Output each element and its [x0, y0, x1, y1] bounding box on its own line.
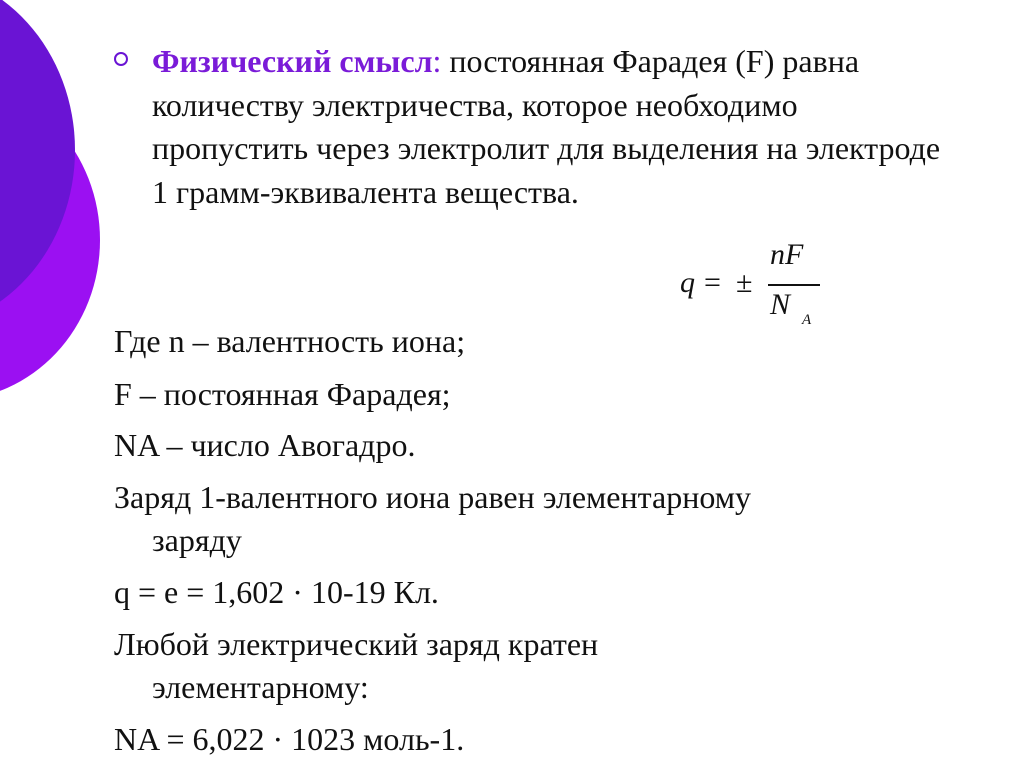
- formula-fraction-bar: [768, 284, 820, 286]
- text-line-faraday: F – постоянная Фарадея;: [114, 376, 451, 412]
- formula-denominator: N: [770, 288, 791, 321]
- formula-lhs: q: [680, 266, 695, 299]
- charge-formula: [680, 236, 840, 336]
- text-line-multiple-cont: элементарному:: [152, 669, 369, 705]
- definition-paragraph: [152, 40, 952, 214]
- bullet-circle-icon: [114, 52, 128, 66]
- text-line-valence: Где n – валентность иона;: [114, 323, 466, 359]
- definition-lead: Физический смысл: [152, 43, 433, 79]
- text-line-avogadro: NA – число Авогадро.: [114, 427, 416, 463]
- text-line-elementary-charge: q = e = 1,602 · 10-19 Кл.: [114, 574, 439, 610]
- formula-equals: =: [704, 266, 721, 299]
- definition-text: постоянная Фарадея (F) равна количеству электричества, которое необходимо пропустить через электролит для выделения на электроде 1 грамм-эквивалента вещества.: [152, 43, 941, 210]
- text-line-avogadro-value: NA = 6,022 · 1023 моль-1.: [114, 721, 465, 757]
- formula-plus-minus: ±: [736, 266, 753, 299]
- text-line-charge-cont: заряду: [152, 522, 242, 558]
- formula-numerator: nF: [770, 238, 804, 271]
- text-line-charge: Заряд 1-валентного иона равен элементарному: [114, 479, 751, 515]
- text-line-multiple: Любой электрический заряд кратен: [114, 626, 599, 662]
- definition-colon: :: [432, 43, 442, 79]
- formula-denominator-subscript: A: [802, 312, 812, 328]
